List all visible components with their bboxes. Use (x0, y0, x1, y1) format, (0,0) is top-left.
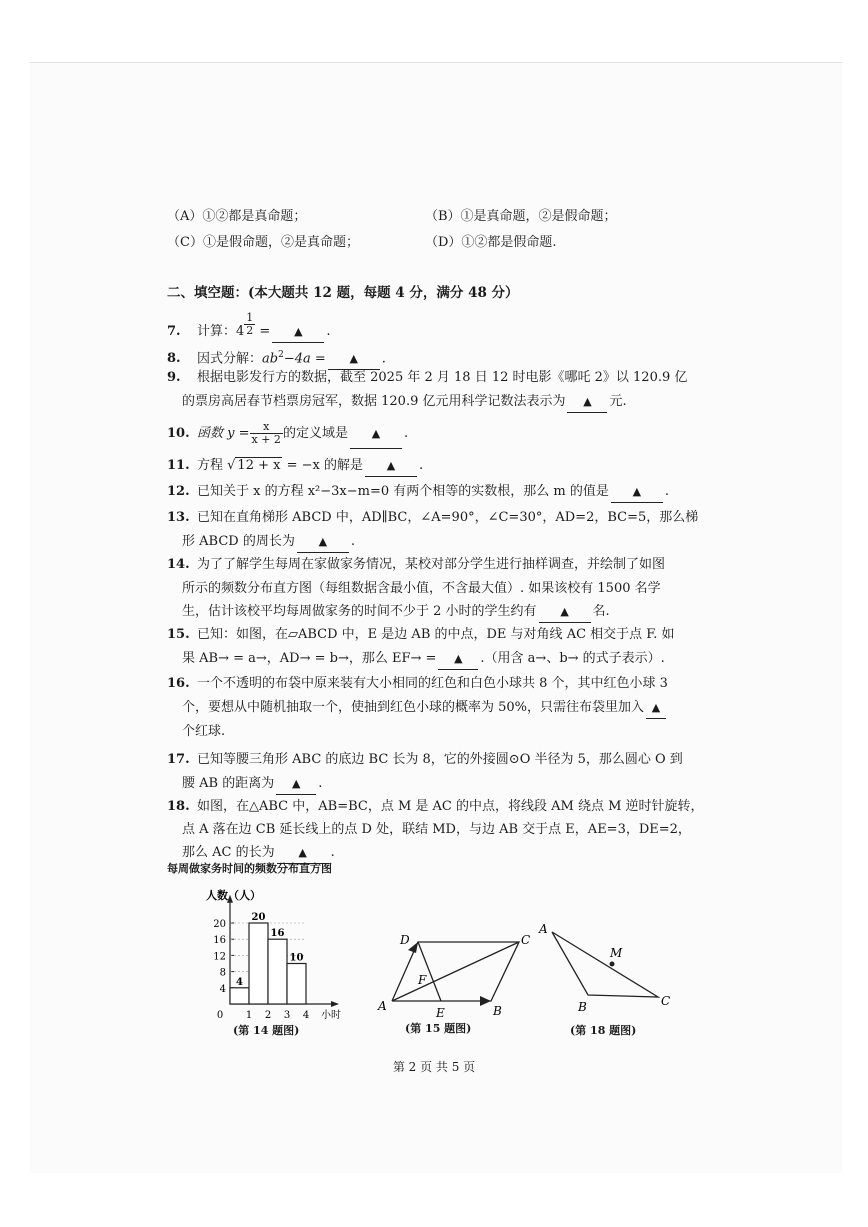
question-13: 13. 已知在直角梯形 ABCD 中，AD∥BC，∠A=90°，∠C=30°，AD=2，BC=5，那么梯 (167, 510, 699, 525)
histogram-bar (268, 939, 287, 1004)
figure-14-caption: (第 14 题图) (233, 1024, 300, 1037)
question-10: 10. 函数 y = $\frac{x}{x + 2}$ 的定义域是 ▲ . (167, 420, 408, 448)
bar-value-label: 4 (236, 976, 243, 988)
point-b-label: B (578, 1000, 587, 1014)
x-tick-label: 1 (245, 1010, 253, 1021)
y-tick-label: 4 (219, 983, 226, 995)
histogram-bar (287, 964, 306, 1005)
point-e-label: E (436, 1006, 445, 1020)
answer-blank[interactable]: ▲ (438, 649, 478, 670)
option-b: （B）①是真命题，②是假命题； (425, 209, 617, 224)
answer-blank[interactable]: ▲ (567, 392, 607, 413)
point-d-label: D (400, 933, 410, 947)
vector-arrow-ab (480, 996, 491, 1006)
answer-blank[interactable]: ▲ (277, 843, 329, 864)
answer-blank[interactable]: ▲ (276, 774, 316, 795)
answer-blank[interactable]: ▲ (297, 532, 349, 553)
x-tick-label: 0 (216, 1010, 224, 1021)
question-17-line2: 腰 AB 的距离为 ▲ . (182, 774, 322, 795)
question-7: 7. 计算：4 $\frac{1}{2}$ = ▲ . (167, 322, 330, 343)
answer-blank[interactable]: ▲ (611, 482, 663, 503)
question-16: 16. 一个不透明的布袋中原来装有大小相同的红色和白色小球共 8 个，其中红色小球 3 (167, 676, 668, 691)
x-tick-label: 4 (302, 1010, 310, 1021)
point-f-label: F (418, 973, 427, 987)
x-axis-arrow (331, 1001, 339, 1007)
question-16-line3: 个红球. (182, 724, 226, 739)
y-tick-label: 12 (213, 951, 226, 963)
question-15-line2: 果 AB→ = a→，AD→ = b→，那么 EF→ = ▲ .（用含 a→、b→ 的式子表示）. (182, 649, 665, 670)
option-a: （A）①②都是真命题； (167, 209, 307, 224)
y-tick-label: 8 (219, 967, 226, 979)
histogram-chart (190, 874, 350, 1024)
question-18-line3: 那么 AC 的长为 ▲ . (182, 843, 335, 864)
answer-blank[interactable]: ▲ (328, 349, 380, 370)
question-14-line3: 生，估计该校平均每周做家务的时间不少于 2 小时的学生约有 ▲ 名. (182, 602, 610, 623)
question-18-line2: 点 A 落在边 CB 延长线上的点 D 处，联结 MD，与边 AB 交于点 E，AE=3，DE=2， (182, 822, 691, 837)
question-8: 8. 因式分解：$ab^2-4a$ = ▲ . (167, 345, 386, 370)
answer-blank[interactable]: ▲ (365, 456, 417, 477)
question-13-line2: 形 ABCD 的周长为 ▲ . (182, 532, 355, 553)
x-tick-label: 3 (283, 1010, 291, 1021)
answer-blank[interactable]: ▲ (272, 322, 324, 343)
point-m (610, 962, 615, 967)
section-title: 二、填空题：(本大题共 12 题，每题 4 分，满分 48 分） (167, 285, 519, 301)
question-9-line2: 的票房高居春节档票房冠军，数据 120.9 亿元用科学记数法表示为 ▲ 元. (182, 392, 627, 413)
histogram-bar (249, 923, 268, 1004)
question-9: 9. 根据电影发行方的数据，截至 2025 年 2 月 18 日 12 时电影《哪吒 2》以 120.9 亿 (167, 370, 688, 385)
y-axis-label: 人数（人） (206, 888, 261, 902)
answer-blank[interactable]: ▲ (350, 420, 402, 449)
figure-15-parallelogram (374, 930, 544, 1020)
point-b-label: B (493, 1004, 502, 1018)
option-c: （C）①是假命题，②是真命题； (167, 235, 359, 250)
question-14: 14. 为了了解学生每周在家做家务情况，某校对部分学生进行抽样调查，并绘制了如图 (167, 557, 666, 572)
question-18: 18. 如图，在△ABC 中，AB=BC，点 M 是 AC 的中点，将线段 AM 绕点 M 逆时针旋转， (167, 799, 704, 814)
figure-18-caption: (第 18 题图) (570, 1024, 637, 1037)
y-tick-label: 16 (213, 935, 226, 947)
point-a-label: A (539, 922, 548, 936)
point-m-label: M (610, 946, 623, 960)
chart-title: 每周做家务时间的频数分布直方图 (167, 862, 332, 875)
point-c-label: C (521, 933, 531, 947)
bar-value-label: 10 (289, 952, 304, 964)
figure-18-triangle (532, 918, 682, 1018)
question-16-line2: 个，要想从中随机抽取一个，使抽到红色小球的概率为 50%，只需往布袋里加入 ▲ (182, 698, 668, 719)
page-footer: 第 2 页 共 5 页 (392, 1060, 476, 1074)
bar-value-label: 16 (270, 928, 285, 940)
question-17: 17. 已知等腰三角形 ABC 的底边 BC 长为 8，它的外接圆⊙O 半径为 5，那么圆心 O 到 (167, 752, 683, 767)
answer-blank[interactable]: ▲ (539, 602, 591, 623)
y-tick-label: 20 (213, 919, 226, 930)
histogram-bar (230, 988, 249, 1004)
x-axis-label: 小时 (321, 1010, 341, 1021)
x-tick-label: 2 (264, 1010, 272, 1021)
question-14-line2: 所示的频数分布直方图（每组数据含最小值，不含最大值）. 如果该校有 1500 名学 (182, 581, 661, 596)
triangle-abc (552, 932, 658, 997)
bar-value-label: 20 (251, 912, 266, 923)
question-15: 15. 已知：如图，在▱ABCD 中，E 是边 AB 的中点，DE 与对角线 AC 相交于点 F. 如 (167, 627, 675, 642)
answer-blank[interactable]: ▲ (646, 698, 666, 719)
question-12: 12. 已知关于 x 的方程 x²−3x−m=0 有两个相等的实数根，那么 m 的值是 ▲ . (167, 482, 669, 503)
segment-de (418, 942, 441, 1001)
point-c-label: C (661, 994, 671, 1008)
figure-15-caption: (第 15 题图) (405, 1022, 472, 1035)
question-11: 11. 方程 √ 12 + x = −x 的解是 ▲ . (167, 456, 423, 477)
question-number: 7. (167, 324, 181, 339)
point-a-label: A (378, 999, 387, 1013)
option-d: （D）①②都是假命题. (425, 235, 557, 250)
